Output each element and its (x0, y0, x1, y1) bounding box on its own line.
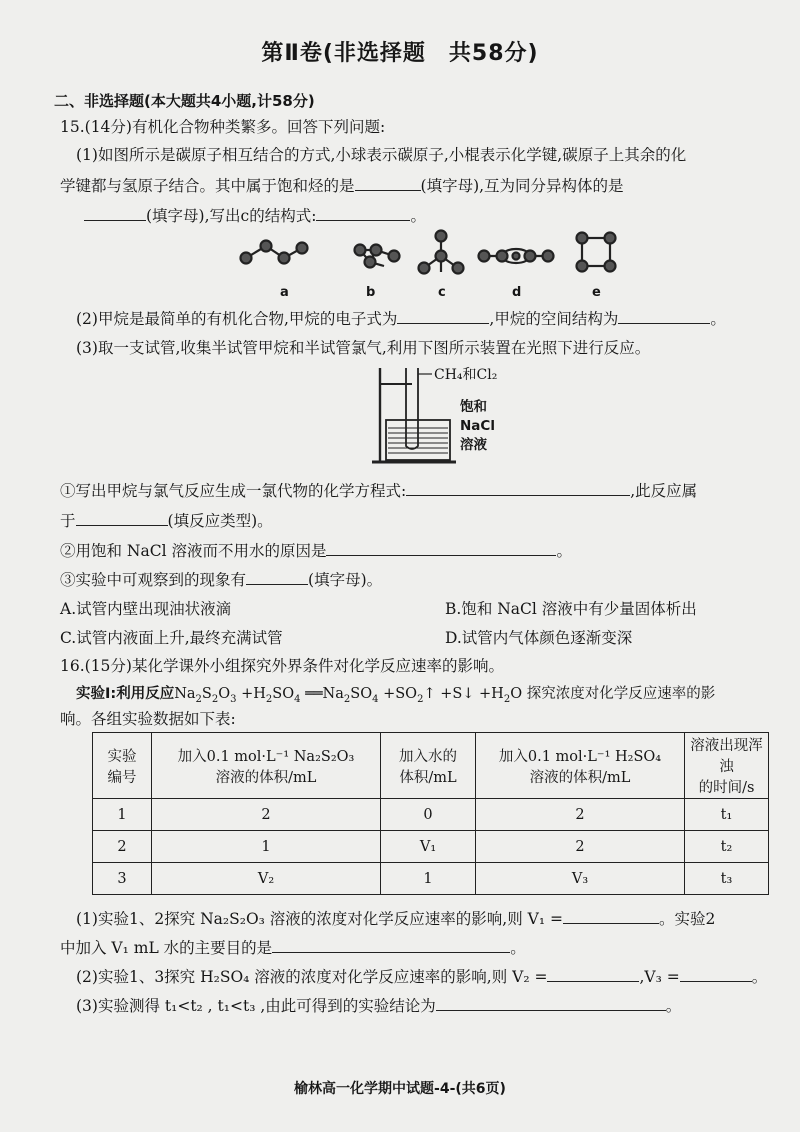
table-header-cell (685, 733, 769, 799)
header-line: 溶液出现浑浊 (690, 738, 763, 775)
q15-s2-text: ②用饱和 NaCl 溶液而不用水的原因是 (60, 542, 327, 560)
table-cell: t₁ (685, 799, 769, 831)
section-title: 第Ⅱ卷(非选择题 共58分) (261, 41, 539, 66)
answer-blank[interactable] (547, 966, 639, 982)
table-cell: V₂ (152, 863, 381, 895)
q16-exp-line1 (76, 683, 715, 711)
molecule-models-figure (236, 228, 636, 280)
molecule-a-model (241, 241, 308, 264)
q15-p2-text: (2)甲烷是最简单的有机化合物,甲烷的电子式为 (76, 310, 398, 328)
q16-exp-label: 实验Ⅰ:利用反应 (76, 686, 175, 702)
option-a: A.试管内壁出现油状液滴 (60, 600, 232, 618)
apparatus-solution-label-2: NaCl (460, 418, 495, 434)
answer-blank[interactable] (680, 966, 752, 982)
q15-s1-text: ,此反应属 (630, 482, 698, 500)
q15-s1-line1 (60, 480, 697, 502)
q15-p1-line2 (60, 175, 624, 197)
q16-a3-text: 。 (665, 997, 682, 1015)
q16-exp-line2: 响。各组实验数据如下表: (60, 710, 236, 728)
q16-a2-text: 。 (751, 968, 768, 986)
table-cell: 3 (93, 863, 152, 895)
answer-blank[interactable] (355, 175, 421, 191)
q15-s3-text: ③实验中可观察到的现象有 (60, 571, 247, 589)
q16-title: 16.(15分)某化学课外小组探究外界条件对化学反应速率的影响。 (60, 657, 504, 675)
q15-title: 15.(14分)有机化合物种类繁多。回答下列问题: (60, 118, 386, 136)
header-line: 溶液的体积/mL (529, 769, 631, 786)
table-cell: V₁ (381, 831, 476, 863)
q16-a1-line2 (60, 937, 526, 959)
table-cell: 2 (476, 831, 685, 863)
q15-s2 (60, 540, 572, 562)
molecule-label: b (366, 285, 376, 300)
q16-a1-text: 。 (510, 939, 526, 957)
q15-p2-text: 。 (710, 310, 726, 328)
q15-p1-text: 。 (410, 207, 426, 225)
q16-a2 (76, 966, 767, 988)
q15-p3: (3)取一支试管,收集半试管甲烷和半试管氯气,利用下图所示装置在光照下进行反应。 (76, 339, 651, 357)
q16-a1-text: 。实验2 (658, 910, 716, 928)
molecule-label: e (592, 285, 601, 300)
table-row (93, 799, 769, 831)
table-header-cell (93, 733, 152, 799)
apparatus-solution-label-1: 饱和 (460, 399, 487, 415)
table-cell: t₃ (685, 863, 769, 895)
q16-a1-text: (1)实验1、2探究 Na₂S₂O₃ 溶液的浓度对化学反应速率的影响,则 V₁ = (76, 910, 563, 928)
table-cell: 2 (152, 799, 381, 831)
table-cell: 1 (93, 799, 152, 831)
molecule-label: d (512, 285, 522, 300)
q16-exp-text: 探究浓度对化学反应速率的影 (526, 686, 716, 702)
table-cell: t₂ (685, 831, 769, 863)
answer-blank[interactable] (618, 308, 710, 324)
table-header-cell (381, 733, 476, 799)
q15-s3-text: (填字母)。 (308, 571, 383, 589)
table-cell: 1 (381, 863, 476, 895)
answer-blank[interactable] (84, 205, 146, 221)
q16-a1-line1 (76, 908, 715, 930)
header-line: 加入0.1 mol·L⁻¹ Na₂S₂O₃ (177, 748, 355, 765)
molecule-b-model (355, 245, 400, 268)
table-cell: V₃ (476, 863, 685, 895)
option-c: C.试管内液面上升,最终充满试管 (60, 629, 283, 647)
molecule-e-model (577, 233, 616, 272)
table-row (93, 863, 769, 895)
molecule-c-model (419, 231, 464, 274)
answer-blank[interactable] (563, 908, 659, 924)
q15-s1-text: ①写出甲烷与氯气反应生成一氯代物的化学方程式: (60, 482, 407, 500)
q16-a3-text: (3)实验测得 t₁<t₂ , t₁<t₃ ,由此可得到的实验结论为 (76, 997, 436, 1015)
table-cell: 0 (381, 799, 476, 831)
option-d: D.试管内气体颜色逐渐变深 (445, 629, 633, 647)
q15-p1-line1: (1)如图所示是碳原子相互结合的方式,小球表示碳原子,小棍表示化学键,碳原子上其余的化 (76, 146, 687, 164)
table-cell: 2 (476, 799, 685, 831)
molecule-d-model (479, 249, 554, 263)
table-header-cell (152, 733, 381, 799)
apparatus-gas-label: CH₄和Cl₂ (434, 367, 498, 383)
q16-a2-text: (2)实验1、3探究 H₂SO₄ 溶液的浓度对化学反应速率的影响,则 V₂ = (76, 968, 548, 986)
option-b: B.饱和 NaCl 溶液中有少量固体析出 (445, 600, 697, 618)
header-line: 溶液的体积/mL (215, 769, 317, 786)
q15-s1-text: 于 (60, 512, 76, 530)
answer-blank[interactable] (272, 937, 510, 953)
molecule-label: c (438, 285, 446, 300)
answer-blank[interactable] (436, 995, 666, 1011)
section-heading: 二、非选择题(本大题共4小题,计58分) (54, 92, 315, 110)
answer-blank[interactable] (397, 308, 489, 324)
header-line: 实验 (107, 748, 137, 765)
header-line: 体积/mL (399, 769, 457, 786)
q16-a3 (76, 995, 681, 1017)
answer-blank[interactable] (76, 510, 168, 526)
q15-p1-line3 (84, 205, 426, 227)
reaction-equation: $Na_2S_2O_3 +H_2SO_4$ $══Na_2SO_4$ $+SO_2↑$ +S↓ $+H_2O$ (174, 686, 527, 705)
table-header-cell (476, 733, 685, 799)
data-table (92, 732, 769, 895)
table-header-row (93, 733, 769, 799)
header-line: 的时间/s (698, 780, 755, 796)
molecule-label: a (280, 285, 289, 300)
q15-p2-text: ,甲烷的空间结构为 (489, 310, 619, 328)
apparatus-solution-label-3: 溶液 (460, 437, 487, 453)
q15-p1-text: (填字母),写出c的结构式: (146, 207, 317, 225)
q15-s1-line2 (60, 510, 273, 532)
q15-s1-text: (填反应类型)。 (167, 512, 273, 530)
answer-blank[interactable] (246, 569, 308, 585)
answer-blank[interactable] (326, 540, 556, 556)
table-cell: 2 (93, 831, 152, 863)
answer-blank[interactable] (406, 480, 630, 496)
header-line: 加入0.1 mol·L⁻¹ H₂SO₄ (498, 748, 662, 765)
q16-a1-text: 中加入 V₁ mL 水的主要目的是 (60, 939, 273, 957)
answer-blank[interactable] (316, 205, 410, 221)
q16-a2-text: ,V₃ = (639, 968, 680, 986)
q15-p1-text: 学键都与氢原子结合。其中属于饱和烃的是 (60, 177, 355, 195)
q15-s3 (60, 569, 382, 591)
header-line: 加入水的 (399, 748, 457, 765)
q15-s2-text: 。 (556, 542, 572, 560)
test-tube (406, 368, 418, 449)
table-cell: 1 (152, 831, 381, 863)
table-row (93, 831, 769, 863)
q15-p1-text: (填字母),互为同分异构体的是 (420, 177, 624, 195)
page-footer: 榆林高一化学期中试题-4-(共6页) (294, 1081, 506, 1097)
header-line: 编号 (107, 769, 137, 786)
q15-p2 (76, 308, 726, 330)
